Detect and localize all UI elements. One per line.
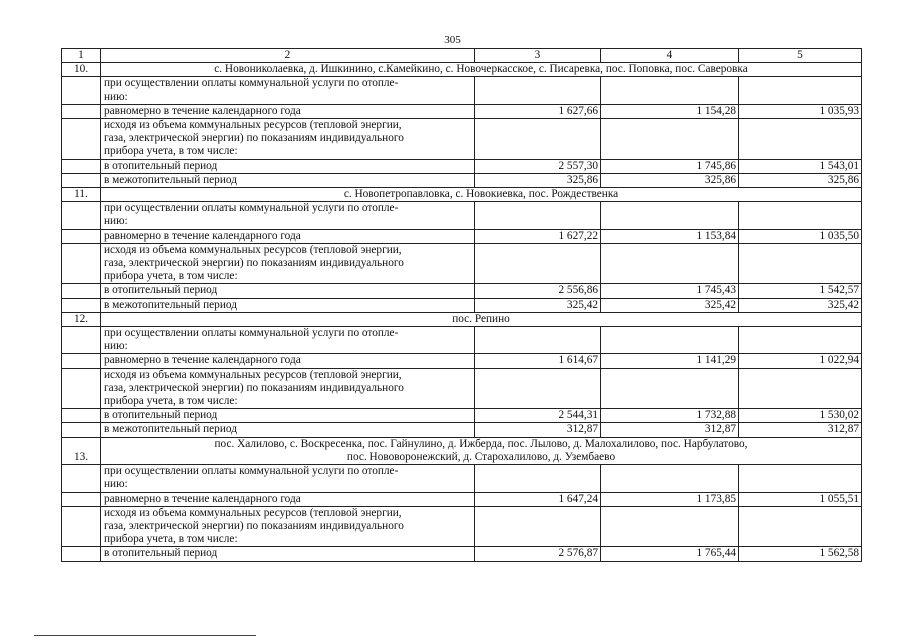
column-number: 5 [739,49,862,63]
section-heading-row [62,437,862,464]
row-label [101,506,475,547]
value-cell [739,119,862,160]
column-number: 3 [475,49,601,63]
row-label [101,465,475,492]
section-number: 11. [62,188,101,202]
section-heading [101,188,862,202]
value-cell: 325,42 [475,298,601,312]
table-row [62,354,862,368]
value-cell: 1 530,02 [739,409,862,423]
value-cell: 1 614,67 [475,354,601,368]
row-label-line: прибора учета, в том числе: [104,395,238,408]
row-label-line: в отопительный период [104,409,218,422]
value-cell: 1 173,85 [601,492,739,506]
value-cell [475,506,601,547]
empty-number-cell [62,173,101,187]
row-label-line: в межотопительный период [104,173,237,186]
page-number: 305 [444,34,461,46]
value-cell: 1 543,01 [739,159,862,173]
value-cell [601,77,739,104]
value-cell [601,506,739,547]
row-label-line: при осуществлении оплаты коммунальной услуги по отопле- [104,327,399,340]
empty-number-cell [62,409,101,423]
empty-number-cell [62,229,101,243]
empty-number-cell [62,327,101,354]
value-cell [475,465,601,492]
value-cell: 1 141,29 [601,354,739,368]
row-label [101,284,475,298]
value-cell [739,327,862,354]
value-cell [601,327,739,354]
empty-number-cell [62,298,101,312]
row-label-line: прибора учета, в том числе: [104,533,238,546]
value-cell: 1 745,43 [601,284,739,298]
empty-number-cell [62,506,101,547]
row-label-line: газа, электрической энергии) по показаниям индивидуального [104,381,404,394]
tariff-table [61,48,862,562]
column-number: 1 [62,49,101,63]
value-cell [475,202,601,229]
value-cell [601,465,739,492]
table-row [62,202,862,229]
table-row [62,77,862,104]
value-cell: 325,42 [739,298,862,312]
section-heading-row [62,188,862,202]
value-cell: 1 035,50 [739,229,862,243]
value-cell: 1 765,44 [601,547,739,561]
value-cell [475,327,601,354]
row-label-line: нию: [104,215,128,228]
empty-number-cell [62,119,101,160]
value-cell [601,243,739,284]
section-heading-line: пос. Репино [452,312,510,325]
row-label-line: при осуществлении оплаты коммунальной услуги по отопле- [104,77,399,90]
value-cell: 1 022,94 [739,354,862,368]
section-heading-line: пос. Халилово, с. Воскресенка, пос. Гайнулино, д. Ижберда, пос. Лылово, д. Малохалилово, пос. Нарбулатово, [214,437,748,450]
value-cell: 1 627,66 [475,104,601,118]
row-label-line: нию: [104,478,128,491]
table-row [62,229,862,243]
value-cell [739,202,862,229]
table-row [62,173,862,187]
value-cell: 312,87 [739,423,862,437]
section-heading [101,437,862,464]
value-cell [601,119,739,160]
value-cell [475,243,601,284]
row-label [101,77,475,104]
empty-number-cell [62,202,101,229]
table-row [62,119,862,160]
row-label-line: равномерно в течение календарного года [104,492,301,505]
row-label [101,327,475,354]
value-cell [475,368,601,409]
table-row [62,284,862,298]
row-label-line: газа, электрической энергии) по показаниям индивидуального [104,132,404,145]
section-number: 10. [62,63,101,77]
value-cell: 1 627,22 [475,229,601,243]
section-heading-line: с. Новониколаевка, д. Ишкинино, с.Камейкино, с. Новочеркасское, с. Писаревка, пос. Поповка, пос. Саверовка [214,63,748,76]
section-number: 12. [62,312,101,326]
empty-number-cell [62,104,101,118]
column-number: 2 [101,49,475,63]
value-cell: 2 576,87 [475,547,601,561]
row-label [101,159,475,173]
empty-number-cell [62,77,101,104]
value-cell [601,202,739,229]
section-heading [101,63,862,77]
value-cell: 1 154,28 [601,104,739,118]
value-cell: 1 732,88 [601,409,739,423]
section-heading-line: с. Новопетропавловка, с. Новокиевка, пос. Рождественка [343,188,619,201]
value-cell [739,77,862,104]
row-label-line: газа, электрической энергии) по показаниям индивидуального [104,257,404,270]
value-cell: 325,42 [601,298,739,312]
section-heading [101,312,862,326]
table-row [62,547,862,561]
empty-number-cell [62,284,101,298]
row-label-line: в отопительный период [104,159,218,172]
row-label-line: при осуществлении оплаты коммунальной услуги по отопле- [104,202,399,215]
column-number: 4 [601,49,739,63]
value-cell: 325,86 [739,173,862,187]
row-label-line: исходя из объема коммунальных ресурсов (тепловой энергии, [104,506,402,519]
row-label [101,119,475,160]
empty-number-cell [62,465,101,492]
row-label-line: исходя из объема коммунальных ресурсов (тепловой энергии, [104,368,402,381]
value-cell: 1 745,86 [601,159,739,173]
row-label-line: газа, электрической энергии) по показаниям индивидуального [104,519,404,532]
row-label-line: нию: [104,90,128,103]
row-label-line: в отопительный период [104,547,218,560]
value-cell [475,119,601,160]
value-cell: 1 153,84 [601,229,739,243]
row-label-line: прибора учета, в том числе: [104,270,238,283]
row-label-line: равномерно в течение календарного года [104,354,301,367]
table-row [62,492,862,506]
row-label [101,368,475,409]
row-label [101,547,475,561]
value-cell: 1 035,93 [739,104,862,118]
section-heading-line: пос. Нововоронежский, д. Старохалилово, д. Узембаево [346,450,616,463]
table-row [62,506,862,547]
table-row [62,327,862,354]
value-cell [739,465,862,492]
row-label [101,104,475,118]
table-row [62,368,862,409]
row-label-line: равномерно в течение календарного года [104,229,301,242]
value-cell: 2 544,31 [475,409,601,423]
table-row [62,423,862,437]
value-cell: 312,87 [601,423,739,437]
row-label-line: при осуществлении оплаты коммунальной услуги по отопле- [104,465,399,478]
row-label [101,243,475,284]
row-label [101,354,475,368]
row-label-line: исходя из объема коммунальных ресурсов (тепловой энергии, [104,119,402,132]
table-row [62,298,862,312]
table-row [62,465,862,492]
row-label [101,202,475,229]
row-label-line: нию: [104,340,128,353]
value-cell: 1 562,58 [739,547,862,561]
row-label [101,229,475,243]
value-cell: 2 557,30 [475,159,601,173]
row-label [101,492,475,506]
value-cell: 325,86 [601,173,739,187]
value-cell: 1 055,51 [739,492,862,506]
value-cell: 2 556,86 [475,284,601,298]
empty-number-cell [62,243,101,284]
row-label-line: равномерно в течение календарного года [104,104,301,117]
empty-number-cell [62,423,101,437]
row-label-line: в межотопительный период [104,298,237,311]
empty-number-cell [62,492,101,506]
section-heading-row [62,63,862,77]
empty-number-cell [62,159,101,173]
value-cell: 325,86 [475,173,601,187]
value-cell: 312,87 [475,423,601,437]
value-cell [739,506,862,547]
value-cell [601,368,739,409]
value-cell: 1 647,24 [475,492,601,506]
value-cell [739,243,862,284]
value-cell [739,368,862,409]
table-row [62,243,862,284]
value-cell [475,77,601,104]
section-number: 13. [62,437,101,464]
row-label [101,423,475,437]
row-label [101,409,475,423]
footnote-divider [34,635,256,636]
column-number-row [62,49,862,63]
section-heading-row [62,312,862,326]
table-row [62,104,862,118]
row-label-line: в межотопительный период [104,423,237,436]
row-label [101,298,475,312]
row-label-line: исходя из объема коммунальных ресурсов (тепловой энергии, [104,243,402,256]
row-label-line: в отопительный период [104,284,218,297]
empty-number-cell [62,547,101,561]
value-cell: 1 542,57 [739,284,862,298]
table-row [62,409,862,423]
empty-number-cell [62,368,101,409]
row-label-line: прибора учета, в том числе: [104,145,238,158]
row-label [101,173,475,187]
table-row [62,159,862,173]
empty-number-cell [62,354,101,368]
